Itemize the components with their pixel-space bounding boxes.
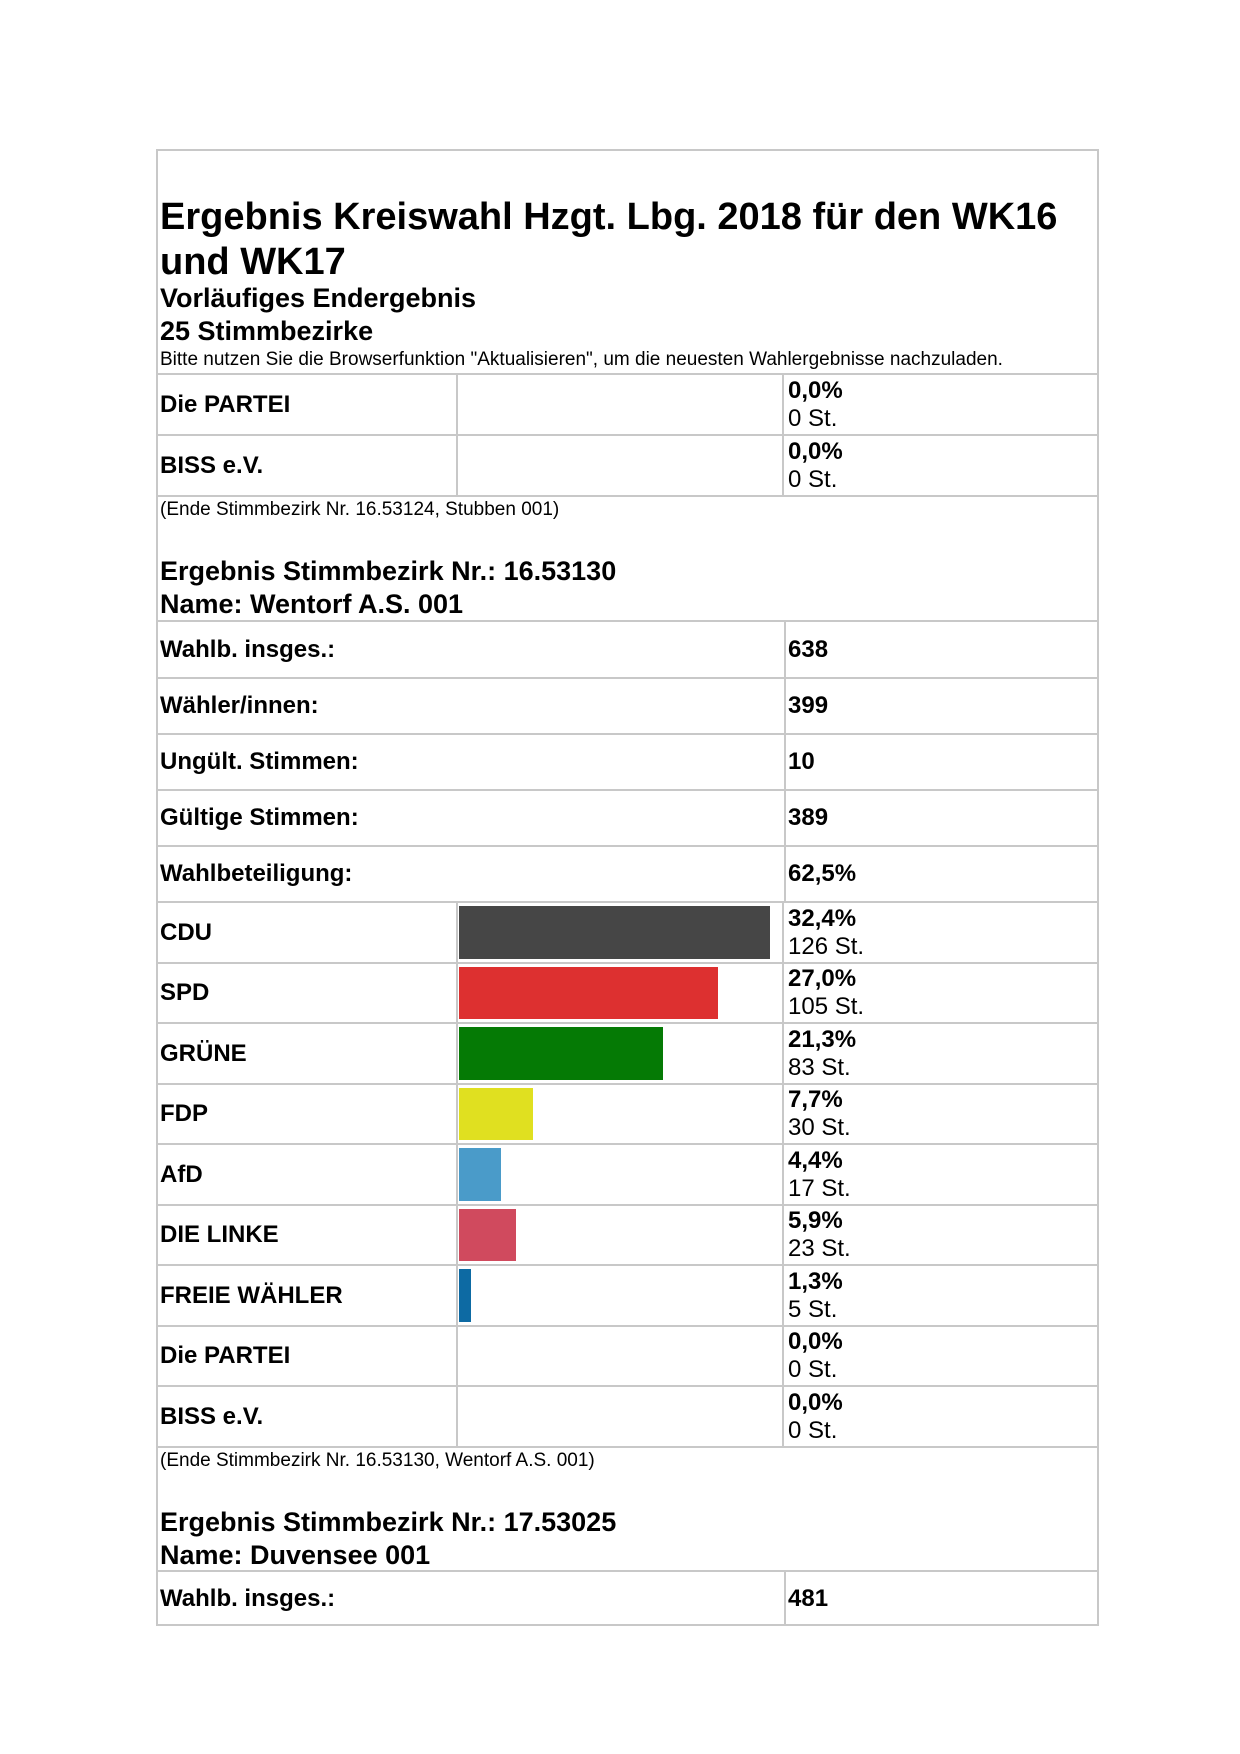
party-votes: 126 St. (788, 932, 865, 960)
party-votes: 17 St. (788, 1174, 851, 1202)
party-percent: 0,0% (788, 1388, 843, 1416)
party-row-die-linke (158, 1204, 1097, 1264)
page-title: Ergebnis Kreiswahl Hzgt. Lbg. 2018 für den WK16 und WK17 (160, 196, 1058, 283)
party-bar (459, 967, 718, 1019)
page-header (158, 151, 1097, 373)
party-row-cdu (158, 901, 1097, 962)
party-name: CDU (160, 918, 212, 946)
party-result (788, 1387, 843, 1446)
stat-label: Wahlb. insges.: (160, 1585, 336, 1612)
party-result (788, 1024, 856, 1083)
bar-cell (456, 1024, 784, 1083)
stat-row-valid (158, 789, 1097, 845)
party-result (788, 436, 843, 495)
stat-value: 638 (788, 635, 829, 663)
party-percent: 27,0% (788, 965, 857, 992)
stat-row-invalid (158, 733, 1097, 789)
bar-cell (456, 1206, 784, 1264)
stat-label: Wähler/innen: (160, 692, 319, 719)
bar-cell (456, 1266, 784, 1325)
district-end-note: (Ende Stimmbezirk Nr. 16.53130, Wentorf A.S. 001) (160, 1450, 595, 1471)
party-votes: 23 St. (788, 1235, 851, 1262)
party-result (788, 1327, 843, 1385)
party-votes: 5 St. (788, 1295, 838, 1323)
column-divider (784, 847, 786, 901)
bar-cell (456, 1327, 784, 1385)
party-name: FREIE WÄHLER (160, 1281, 343, 1309)
party-bar (459, 1148, 501, 1201)
bar-cell (456, 964, 784, 1022)
party-result (788, 375, 843, 434)
party-percent: 32,4% (788, 904, 857, 932)
stat-row-eligible (158, 1570, 1097, 1626)
stat-label: Ungült. Stimmen: (160, 748, 359, 775)
bar-cell (456, 1145, 784, 1204)
bar-cell (456, 1387, 784, 1446)
page-subtitle: Vorläufiges Endergebnis (160, 283, 477, 313)
party-percent: 5,9% (788, 1207, 843, 1234)
bar-cell (456, 1085, 784, 1143)
party-votes: 0 St. (788, 465, 838, 493)
district-heading: Ergebnis Stimmbezirk Nr.: 16.53130 (160, 556, 617, 586)
bar-cell (456, 436, 784, 495)
column-divider (784, 1572, 786, 1626)
party-bar (459, 906, 770, 959)
district-end-note: (Ende Stimmbezirk Nr. 16.53124, Stubben 001) (160, 499, 560, 520)
district-name: Name: Duvensee 001 (160, 1540, 431, 1570)
party-name: BISS e.V. (160, 1402, 264, 1430)
party-bar (459, 1088, 533, 1140)
district-name: Name: Wentorf A.S. 001 (160, 589, 464, 619)
party-result (788, 1266, 843, 1325)
stat-value: 10 (788, 748, 815, 775)
party-name: GRÜNE (160, 1039, 247, 1067)
bar-cell (456, 375, 784, 434)
stat-row-voters (158, 677, 1097, 733)
party-row-freie-waehler (158, 1264, 1097, 1325)
party-votes: 0 St. (788, 404, 838, 432)
party-name: AfD (160, 1160, 203, 1188)
bar-cell (456, 903, 784, 962)
party-percent: 0,0% (788, 376, 843, 404)
party-result (788, 964, 864, 1022)
party-row-afd (158, 1143, 1097, 1204)
party-votes: 83 St. (788, 1053, 851, 1081)
stat-row-eligible (158, 620, 1097, 677)
party-row-fdp (158, 1083, 1097, 1143)
party-result (788, 1085, 851, 1143)
party-row-die-partei (158, 1325, 1097, 1385)
party-percent: 1,3% (788, 1267, 843, 1295)
column-divider (784, 622, 786, 677)
party-row-biss (158, 434, 1097, 495)
stat-value: 62,5% (788, 860, 857, 887)
results-page (156, 149, 1099, 1626)
column-divider (784, 679, 786, 733)
party-bar (459, 1209, 516, 1261)
refresh-note: Bitte nutzen Sie die Browserfunktion "Aktualisieren", um die neuesten Wahlergebnisse nachzuladen. (160, 349, 1003, 370)
party-votes: 0 St. (788, 1416, 838, 1444)
party-percent: 4,4% (788, 1146, 843, 1174)
party-row-biss (158, 1385, 1097, 1446)
stat-row-turnout (158, 845, 1097, 901)
column-divider (784, 735, 786, 789)
party-bar (459, 1027, 663, 1080)
party-name: Die PARTEI (160, 390, 291, 418)
district-heading: Ergebnis Stimmbezirk Nr.: 17.53025 (160, 1507, 617, 1537)
party-votes: 30 St. (788, 1114, 851, 1141)
stat-label: Gültige Stimmen: (160, 804, 359, 831)
party-percent: 21,3% (788, 1025, 857, 1053)
party-row-die-partei (158, 373, 1097, 434)
party-percent: 0,0% (788, 1328, 843, 1355)
party-percent: 7,7% (788, 1086, 843, 1113)
party-votes: 105 St. (788, 993, 865, 1020)
stat-value: 399 (788, 692, 829, 719)
party-name: FDP (160, 1100, 208, 1127)
party-votes: 0 St. (788, 1356, 838, 1383)
stat-label: Wahlb. insges.: (160, 635, 336, 663)
district-end-section (158, 495, 1097, 620)
party-result (788, 1145, 851, 1204)
party-result (788, 903, 864, 962)
district-end-section (158, 1446, 1097, 1570)
party-name: DIE LINKE (160, 1221, 279, 1248)
party-row-spd (158, 962, 1097, 1022)
district-count: 25 Stimmbezirke (160, 316, 374, 346)
column-divider (784, 791, 786, 845)
party-row-gruene (158, 1022, 1097, 1083)
party-name: BISS e.V. (160, 451, 264, 479)
stat-value: 389 (788, 804, 829, 831)
stat-value: 481 (788, 1585, 829, 1612)
party-bar (459, 1269, 471, 1322)
party-name: SPD (160, 979, 210, 1006)
party-percent: 0,0% (788, 437, 843, 465)
stat-label: Wahlbeteiligung: (160, 860, 353, 887)
party-result (788, 1206, 851, 1264)
party-name: Die PARTEI (160, 1342, 291, 1369)
